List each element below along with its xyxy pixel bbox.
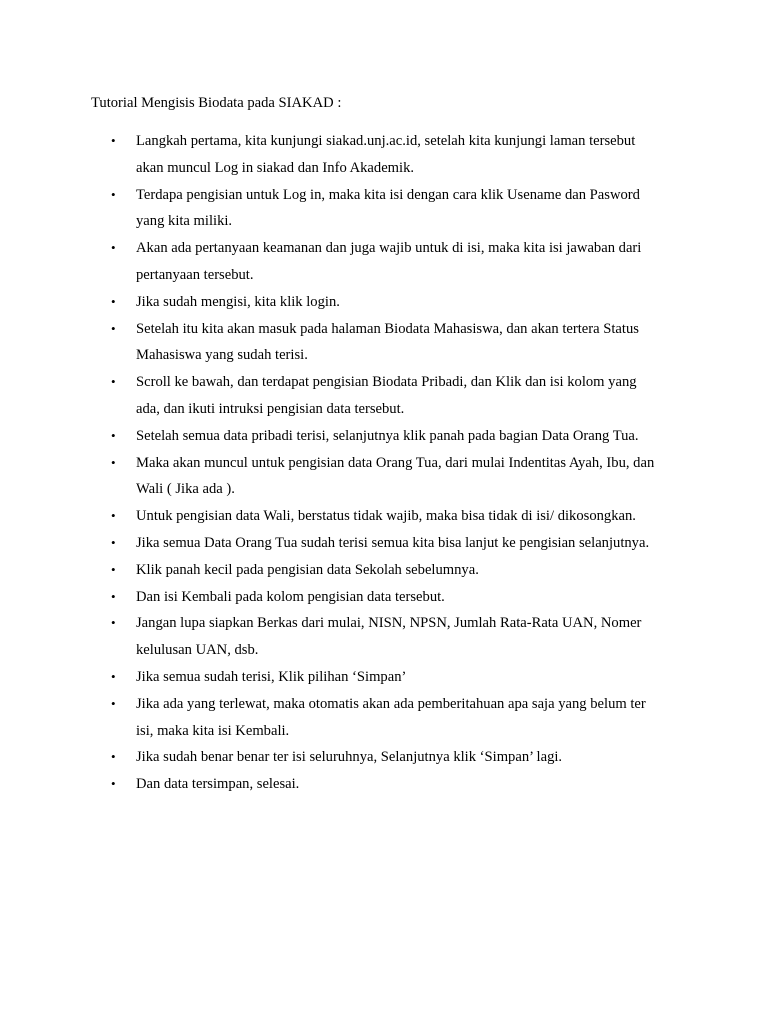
bullet-icon: • bbox=[111, 508, 116, 524]
bullet-icon: • bbox=[111, 615, 116, 631]
bullet-icon: • bbox=[111, 374, 116, 390]
list-item-text-continued: ada, dan ikuti intruksi pengisian data tersebut. bbox=[136, 400, 405, 417]
bullet-icon: • bbox=[111, 320, 116, 336]
list-item-text-continued: akan muncul Log in siakad dan Info Akademik. bbox=[136, 159, 415, 176]
list-item bbox=[91, 235, 691, 289]
list-item-text: Jika ada yang terlewat, maka otomatis akan ada pemberitahuan apa saja yang belum ter bbox=[136, 695, 646, 712]
list-item-text: Jika sudah mengisi, kita klik login. bbox=[136, 293, 340, 310]
bullet-icon: • bbox=[111, 427, 116, 443]
bullet-icon: • bbox=[111, 186, 116, 202]
list-item bbox=[91, 691, 691, 745]
bullet-icon: • bbox=[111, 561, 116, 577]
list-item bbox=[91, 450, 691, 504]
list-item-text: Jika sudah benar benar ter isi seluruhnya, Selanjutnya klik ‘Simpan’ lagi. bbox=[136, 749, 563, 766]
document-title: Tutorial Mengisis Biodata pada SIAKAD : bbox=[91, 95, 342, 111]
list-item-text-continued: isi, maka kita isi Kembali. bbox=[136, 722, 290, 739]
bullet-icon: • bbox=[111, 534, 116, 550]
list-item-text: Akan ada pertanyaan keamanan dan juga wajib untuk di isi, maka kita isi jawaban dari bbox=[136, 240, 642, 257]
list-item-text: Jika semua Data Orang Tua sudah terisi semua kita bisa lanjut ke pengisian selanjutnya. bbox=[136, 534, 650, 551]
bullet-icon: • bbox=[111, 668, 116, 684]
list-item bbox=[91, 503, 691, 530]
list-item-text: Jangan lupa siapkan Berkas dari mulai, NISN, NPSN, Jumlah Rata-Rata UAN, Nomer bbox=[136, 615, 642, 632]
list-item bbox=[91, 182, 691, 236]
list-item-text: Setelah itu kita akan masuk pada halaman Biodata Mahasiswa, dan akan tertera Status bbox=[136, 320, 639, 337]
list-item-text: Dan data tersimpan, selesai. bbox=[136, 776, 300, 793]
list-item-text: Maka akan muncul untuk pengisian data Orang Tua, dari mulai Indentitas Ayah, Ibu, dan bbox=[136, 454, 655, 471]
list-item-text: Langkah pertama, kita kunjungi siakad.unj.ac.id, setelah kita kunjungi laman tersebut bbox=[136, 133, 636, 149]
list-item bbox=[91, 771, 691, 798]
list-item-text: Dan isi Kembali pada kolom pengisian data tersebut. bbox=[136, 588, 445, 605]
list-item-text: Jika semua sudah terisi, Klik pilihan ‘Simpan’ bbox=[136, 668, 407, 685]
list-item bbox=[91, 423, 691, 450]
bullet-icon: • bbox=[111, 454, 116, 470]
list-item bbox=[91, 289, 691, 316]
bullet-icon: • bbox=[111, 749, 116, 765]
list-item-text-continued: Mahasiswa yang sudah terisi. bbox=[136, 347, 308, 364]
list-item-text: Setelah semua data pribadi terisi, selanjutnya klik panah pada bagian Data Orang Tua. bbox=[136, 427, 639, 444]
list-item bbox=[91, 610, 691, 664]
list-item bbox=[91, 557, 691, 584]
bullet-icon: • bbox=[111, 293, 116, 309]
list-item bbox=[91, 128, 691, 182]
steps-list bbox=[91, 128, 691, 798]
list-item bbox=[91, 584, 691, 611]
bullet-icon: • bbox=[111, 588, 116, 604]
bullet-icon: • bbox=[111, 695, 116, 711]
bullet-icon: • bbox=[111, 133, 116, 148]
list-item-text-continued: Wali ( Jika ada ). bbox=[136, 481, 235, 498]
list-item-text-continued: yang kita miliki. bbox=[136, 213, 233, 230]
list-item bbox=[91, 664, 691, 691]
list-item-text: Terdapa pengisian untuk Log in, maka kita isi dengan cara klik Usename dan Pasword bbox=[136, 186, 640, 203]
list-item bbox=[91, 744, 691, 771]
bullet-icon: • bbox=[111, 240, 116, 256]
list-item bbox=[91, 316, 691, 370]
list-item-text: Untuk pengisian data Wali, berstatus tidak wajib, maka bisa tidak di isi/ dikosongkan. bbox=[136, 508, 636, 525]
list-item bbox=[91, 530, 691, 557]
list-item bbox=[91, 369, 691, 423]
bullet-icon: • bbox=[111, 776, 116, 792]
list-item-text-continued: kelulusan UAN, dsb. bbox=[136, 642, 259, 659]
list-item-text-continued: pertanyaan tersebut. bbox=[136, 266, 254, 283]
list-item-text: Scroll ke bawah, dan terdapat pengisian Biodata Pribadi, dan Klik dan isi kolom yang bbox=[136, 374, 637, 391]
list-item-text: Klik panah kecil pada pengisian data Sekolah sebelumnya. bbox=[136, 561, 479, 578]
